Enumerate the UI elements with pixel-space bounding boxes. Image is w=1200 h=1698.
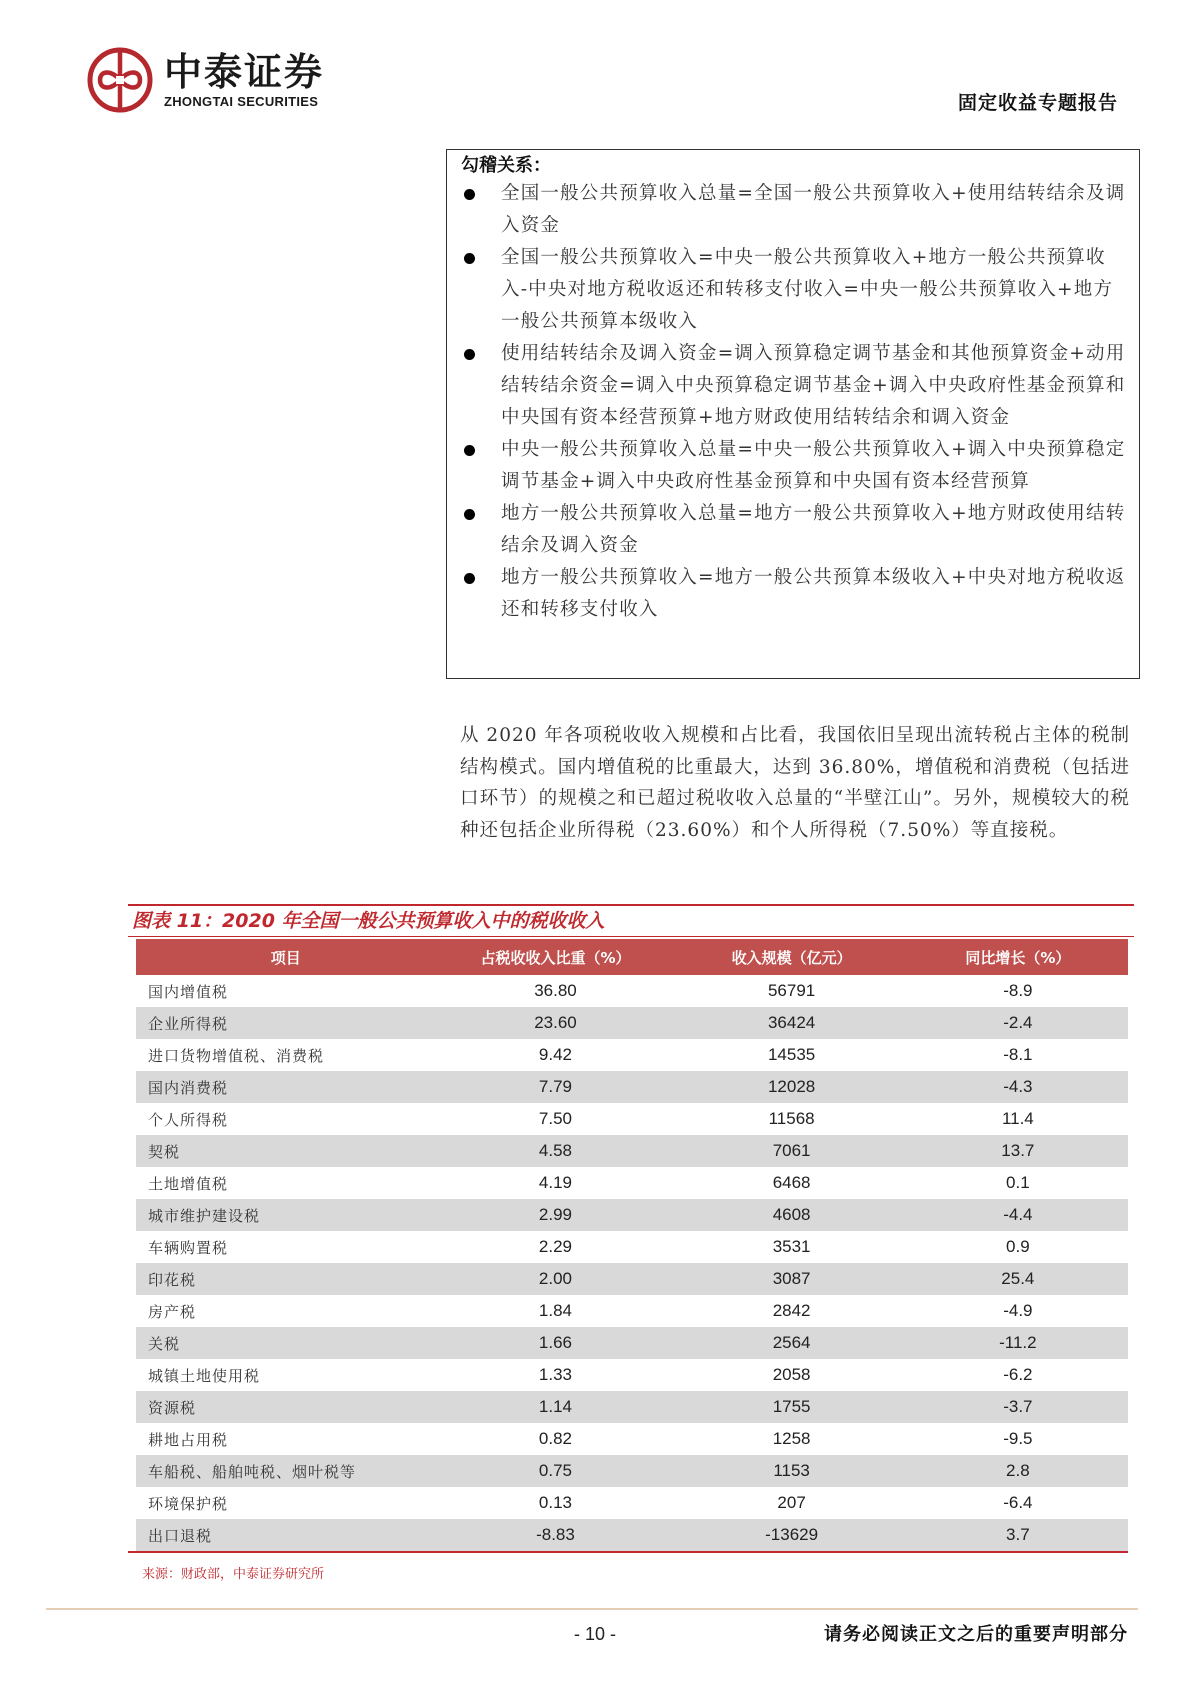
cell-scale: 207	[777, 1493, 806, 1512]
cell-share: 4.58	[435, 1135, 675, 1167]
cell-scale: -13629	[676, 1519, 908, 1551]
cell-growth: 13.7	[908, 1135, 1128, 1167]
list-item	[461, 338, 1127, 434]
table-row	[136, 975, 1128, 1007]
table-row	[136, 1423, 1128, 1455]
cell-share: 1.14	[435, 1391, 675, 1423]
table-row	[136, 1167, 1128, 1199]
cell-item: 城市维护建设税	[136, 1199, 435, 1231]
list-item-text: 全国一般公共预算收入总量=全国一般公共预算收入+使用结转结余及调入资金	[501, 183, 1126, 236]
cell-item: 企业所得税	[136, 1007, 435, 1039]
company-logo	[86, 46, 324, 114]
page-number: - 10 -	[574, 1624, 617, 1644]
body-paragraph: 从 2020 年各项税收收入规模和占比看，我国依旧呈现出流转税占主体的税制结构模式。国内增值税的比重最大，达到 36.80%，增值税和消费税（包括进口环节）的规模之和已超过税收收入总量的“半壁江山”。另外，规模较大的税种还包括企业所得税（23.60%）和个人所得税（7.50%）等直接税。	[460, 725, 1130, 841]
figure-title-rule	[128, 936, 1134, 937]
cell-share: 9.42	[538, 1045, 573, 1064]
bullet-icon	[464, 349, 475, 360]
figure-11	[128, 904, 1134, 1582]
cell-share: -8.83	[435, 1519, 675, 1551]
cell-scale: 4608	[676, 1199, 908, 1231]
cell-share: 2.29	[538, 1237, 573, 1256]
column-header-scale: 收入规模（亿元）	[676, 939, 908, 975]
cell-growth: 2.8	[908, 1455, 1128, 1487]
cell-share: 0.75	[435, 1455, 675, 1487]
cell-growth: 25.4	[908, 1263, 1128, 1295]
bullet-icon	[464, 573, 475, 584]
list-item	[461, 178, 1127, 242]
cell-item: 个人所得税	[148, 1110, 229, 1129]
cell-share: 0.82	[538, 1429, 573, 1448]
cell-growth: -6.4	[1003, 1493, 1033, 1512]
bullet-icon	[464, 189, 475, 200]
list-item	[461, 562, 1127, 626]
cell-scale: 1153	[676, 1455, 908, 1487]
cell-item: 车船税、船舶吨税、烟叶税等	[136, 1455, 435, 1487]
cell-item: 出口退税	[136, 1519, 435, 1551]
box-title: 勾稽关系：	[461, 155, 551, 176]
cell-growth: -6.2	[1003, 1365, 1033, 1384]
cell-share: 2.99	[435, 1199, 675, 1231]
cell-share: 4.19	[538, 1173, 573, 1192]
cell-share: 1.84	[538, 1301, 573, 1320]
cell-scale: 1258	[772, 1429, 811, 1448]
bullet-icon	[464, 253, 475, 264]
tax-revenue-table	[136, 939, 1128, 1551]
cell-item: 进口货物增值税、消费税	[148, 1046, 325, 1065]
cell-scale: 11568	[768, 1109, 815, 1128]
cell-share: 0.13	[538, 1493, 573, 1512]
column-header-share: 占税收收入比重（%）	[435, 939, 675, 975]
table-row	[136, 1359, 1128, 1391]
figure-title: 图表 11：2020 年全国一般公共预算收入中的税收收入	[132, 910, 605, 932]
cell-scale: 3531	[772, 1237, 811, 1256]
table-body	[136, 975, 1128, 1551]
cell-share: 1.33	[538, 1365, 573, 1384]
logo-chinese-name: 中泰证券	[164, 49, 325, 94]
cell-scale: 2564	[676, 1327, 908, 1359]
cell-item: 城镇土地使用税	[148, 1366, 261, 1385]
table-row	[136, 1199, 1128, 1231]
cell-item: 印花税	[136, 1263, 435, 1295]
cell-growth: -9.5	[1003, 1429, 1033, 1448]
cell-scale: 56791	[767, 981, 816, 1000]
table-row	[136, 1295, 1128, 1327]
cell-share: 36.80	[534, 981, 577, 1000]
table-row	[136, 1263, 1128, 1295]
figure-source: 来源：财政部，中泰证券研究所	[142, 1567, 325, 1582]
cell-growth: -4.9	[1003, 1301, 1033, 1320]
table-row	[136, 1071, 1128, 1103]
column-header-item: 项目	[136, 939, 435, 975]
cell-share: 7.50	[538, 1109, 573, 1128]
table-row	[136, 1231, 1128, 1263]
list-item-text: 使用结转结余及调入资金=调入预算稳定调节基金和其他预算资金+动用结转结余资金=调入中央预算稳定调节基金+调入中央政府性基金预算和中央国有资本经营预算+地方财政使用结转结余和调入资金	[501, 343, 1126, 428]
cell-item: 国内消费税	[136, 1071, 435, 1103]
cell-scale: 1755	[676, 1391, 908, 1423]
cell-growth: 3.7	[908, 1519, 1128, 1551]
list-item-text: 全国一般公共预算收入=中央一般公共预算收入+地方一般公共预算收入-中央对地方税收返还和转移支付收入=中央一般公共预算收入+地方一般公共预算本级收入	[501, 247, 1114, 332]
footer-rule	[46, 1608, 1138, 1610]
cell-growth: 11.4	[1001, 1109, 1034, 1128]
cell-scale: 2842	[772, 1301, 811, 1320]
table-row	[136, 1103, 1128, 1135]
table-header-row	[136, 939, 1128, 975]
cell-growth: 0.9	[1006, 1237, 1030, 1256]
cell-scale: 6468	[772, 1173, 811, 1192]
cell-scale: 14535	[767, 1045, 816, 1064]
list-item	[461, 434, 1127, 498]
cell-share: 1.66	[435, 1327, 675, 1359]
cell-share: 23.60	[435, 1007, 675, 1039]
list-item-text: 地方一般公共预算收入=地方一般公共预算本级收入+中央对地方税收返还和转移支付收入	[501, 567, 1126, 620]
cell-scale: 12028	[676, 1071, 908, 1103]
cell-item: 土地增值税	[148, 1174, 229, 1193]
cell-scale: 7061	[676, 1135, 908, 1167]
cell-item: 环境保护税	[148, 1494, 229, 1513]
reconciliation-list	[461, 178, 1127, 626]
cell-item: 车辆购置税	[148, 1238, 229, 1257]
cell-scale: 3087	[676, 1263, 908, 1295]
reconciliation-box	[446, 149, 1140, 679]
bullet-icon	[464, 445, 475, 456]
table-row	[136, 1135, 1128, 1167]
list-item	[461, 498, 1127, 562]
table-row	[136, 1391, 1128, 1423]
report-type-label: 固定收益专题报告	[957, 92, 1118, 114]
cell-growth: -4.3	[908, 1071, 1128, 1103]
list-item	[461, 242, 1127, 338]
column-header-growth: 同比增长（%）	[908, 939, 1128, 975]
figure-bottom-rule	[128, 1551, 1128, 1553]
table-row	[136, 1487, 1128, 1519]
cell-item: 资源税	[136, 1391, 435, 1423]
footer-disclaimer: 请务必阅读正文之后的重要声明部分	[824, 1624, 1128, 1645]
bullet-icon	[464, 509, 475, 520]
list-item-text: 地方一般公共预算收入总量=地方一般公共预算收入+地方财政使用结转结余及调入资金	[501, 503, 1126, 556]
cell-item: 契税	[136, 1135, 435, 1167]
cell-growth: -2.4	[908, 1007, 1128, 1039]
cell-scale: 36424	[676, 1007, 908, 1039]
cell-item: 耕地占用税	[148, 1430, 229, 1449]
cell-share: 7.79	[435, 1071, 675, 1103]
cell-share: 2.00	[435, 1263, 675, 1295]
cell-growth: -4.4	[908, 1199, 1128, 1231]
table-row	[136, 1007, 1128, 1039]
zhongtai-logo-icon	[86, 46, 154, 114]
cell-growth: -8.1	[1003, 1045, 1033, 1064]
cell-growth: -3.7	[908, 1391, 1128, 1423]
table-row	[136, 1039, 1128, 1071]
table-row	[136, 1519, 1128, 1551]
cell-item: 关税	[136, 1327, 435, 1359]
cell-item: 国内增值税	[148, 982, 229, 1001]
cell-growth: 0.1	[1006, 1173, 1030, 1192]
list-item-text: 中央一般公共预算收入总量=中央一般公共预算收入+调入中央预算稳定调节基金+调入中央政府性基金预算和中央国有资本经营预算	[501, 439, 1126, 492]
table-row	[136, 1455, 1128, 1487]
cell-scale: 2058	[772, 1365, 811, 1384]
table-row	[136, 1327, 1128, 1359]
cell-growth: -8.9	[1003, 981, 1033, 1000]
logo-english-name: ZHONGTAI SECURITIES	[164, 93, 319, 109]
cell-item: 房产税	[148, 1302, 197, 1321]
cell-growth: -11.2	[908, 1327, 1128, 1359]
